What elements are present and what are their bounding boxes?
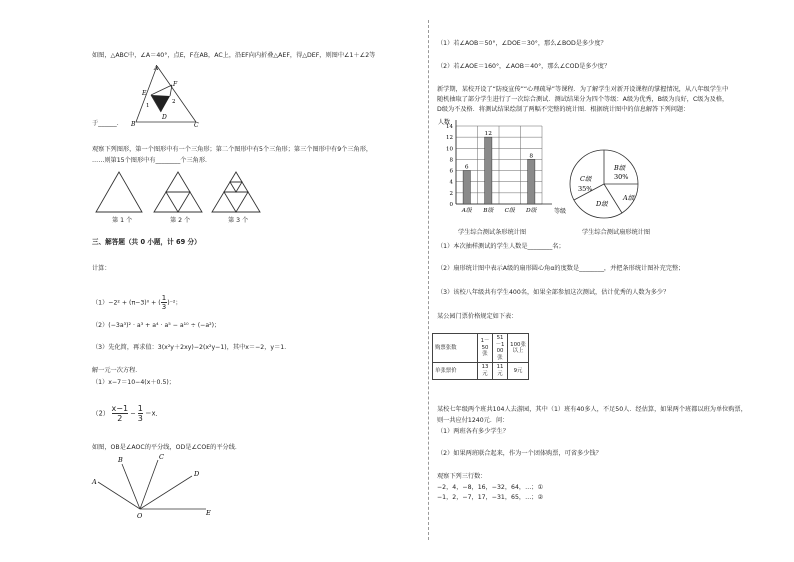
pie-divider-3 [604, 184, 622, 213]
bar-y-tick-label: 12 [446, 135, 453, 142]
figure-caption-2: 第 2 个 [170, 217, 191, 224]
bar-y-tick-label: 10 [446, 146, 453, 153]
fold-triangle-figure [128, 62, 208, 128]
bar-chart [434, 116, 574, 218]
table-cell: 9元 [508, 363, 529, 379]
bar-x-tick-label: D级 [526, 208, 537, 214]
angle-label-o: O [137, 512, 143, 520]
pattern-figure-3 [212, 172, 260, 212]
bar-x-tick-label: C级 [504, 208, 515, 214]
angle-2-label: 2 [172, 99, 176, 105]
fold-question-end: 于______． [92, 120, 123, 127]
calc-title: 计算： [92, 265, 111, 272]
calc-item-1-part-a: （1）−2² + (π−3)⁰ + ( [92, 299, 161, 307]
pie-chart [566, 146, 642, 222]
pie-label-c: C级 [580, 175, 592, 183]
bar-y-tick-label: 2 [449, 190, 453, 197]
angle-label-e: E [206, 509, 211, 517]
bar [485, 137, 492, 204]
pattern-question-line-1: 观察下列图形，第一个图形中有一个三角形；第二个图形中有5个三角形；第三个图形中有9个三角形， [92, 146, 373, 153]
vertex-b-label: B [131, 121, 136, 128]
pie-label-a: A级 [623, 194, 635, 202]
bar [463, 171, 470, 204]
calc-item-3: （3）先化简，再求值：3(x²y＋2xy)−2(x²y−1)，其中x＝−2，y＝1． [92, 344, 291, 351]
figure-caption-1: 第 1 个 [112, 217, 133, 224]
survey-question-line-1: 新学期，某校开设了“防疫宣传”“心理疏导”等课程．为了解学生对新开设课程的掌握情况，从八年级学生中 [437, 86, 729, 93]
bar-chart-caption: 学生综合测试条形统计图 [458, 229, 527, 236]
survey-question-line-2: 随机抽取了部分学生进行了一次综合测试．测试结果分为四个等级：A级为优秀，B级为良好，C级为及格， [437, 96, 729, 103]
table-row [433, 334, 529, 363]
figure-caption-3: 第 3 个 [228, 217, 249, 224]
bar-y-tick-label: 4 [449, 179, 453, 186]
angle-sub-question-1: （1）若∠AOB＝50°，∠DOE＝30°，那么∠BOD是多少度？ [437, 40, 607, 47]
trip-question-line-1: 某校七年级两个班共104人去游园，其中（1）班有40多人，不足50人．经估算，如果两个班都以班为单位购票， [437, 406, 747, 413]
bar-x-tick-label: B级 [483, 208, 494, 214]
bar-y-tick-label: 14 [446, 124, 453, 130]
angle-sub-question-2: （2）若∠AOE＝160°，∠AOB＝40°，那么∠COD是多少度？ [437, 63, 611, 70]
angle-label-c: C [159, 453, 164, 461]
pie-value-b: 30% [614, 173, 629, 181]
pie-chart-caption: 学生综合测试扇形统计图 [582, 229, 651, 236]
pattern-question-line-2: ……则第15个图形中有________个三角形． [92, 157, 212, 164]
equation-title: 解一元一次方程． [92, 367, 142, 374]
equation-2-num2: 1 [137, 404, 143, 413]
bar-data-label: 12 [484, 131, 492, 138]
ray-ob [122, 464, 140, 509]
fold-question: 如图，△ABC中，∠A＝40°，点E，F在AB，AC上，沿EF向内折叠△AEF，得△DEF，则图中∠1＋∠2等 [92, 52, 376, 59]
angle-label-b: B [118, 456, 123, 464]
trip-question-line-2: 则一共应付1240元．问： [437, 417, 509, 424]
survey-sub-question-1: （1）本次抽样测试的学生人数是________名； [437, 243, 565, 250]
bar-y-tick-label: 6 [449, 168, 453, 175]
bar-y-tick-label: 8 [449, 157, 453, 164]
column-divider [428, 20, 429, 540]
calc-item-1-part-b: )⁻²； [167, 299, 182, 307]
angle-label-a: A [92, 478, 97, 486]
fold-flap [151, 95, 170, 112]
bar-data-label: 6 [464, 164, 469, 171]
equation-2-fraction-1 [112, 404, 129, 423]
equation-2-num1: x−1 [111, 404, 129, 413]
vertex-a-label: A [154, 65, 159, 72]
trip-sub-question-2: （2）如果两班联合起来，作为一个团体购票，可省多少钱？ [437, 450, 602, 457]
vertex-d-label: D [162, 114, 167, 121]
angle-1-label: 1 [146, 103, 150, 109]
equation-2 [92, 404, 162, 423]
equation-2-prefix: （2） [92, 409, 110, 418]
section-title: 三、解答题（共 0 小题，计 69 分） [92, 238, 201, 246]
table-cell: 13元 [478, 363, 493, 379]
calc-item-1-num: 1 [161, 294, 167, 302]
bar-y-axis-label: 人数 [438, 119, 451, 126]
table-cell: 1－50张 [478, 334, 493, 363]
calc-item-1-den: 3 [161, 303, 167, 311]
bar-y-tick-label: 0 [449, 202, 453, 208]
survey-question-line-3: D级为不及格．将测试结果绘制了两幅不完整的统计图．根据统计图中的信息解答下列问题： [437, 106, 690, 113]
equation-2-den1: 2 [117, 414, 123, 423]
table-cell: 购票张数 [433, 334, 478, 363]
pattern-figure-2 [154, 172, 202, 212]
park-price-title: 某公园门票价格规定如下表： [437, 313, 518, 320]
triangle-pattern-figures [92, 170, 272, 218]
number-row-1: −2，4，−8，16，−32，64，…；① [437, 484, 544, 491]
ray-oc [140, 460, 158, 509]
pie-value-c: 35% [578, 185, 593, 193]
ticket-price-table [432, 333, 529, 380]
pie-label-d: D级 [596, 200, 608, 208]
bar [528, 159, 535, 204]
survey-sub-question-2: （2）扇形统计图中表示A级的扇形圆心角α的度数是________，并把条形统计图补充完整； [437, 265, 685, 272]
table-row [433, 363, 529, 379]
angle-question: 如图，OB是∠AOC的平分线，OD是∠COE的平分线． [92, 444, 242, 451]
number-row-2: −1，2，−7，17，−31，65，…；② [437, 494, 544, 501]
table-cell: 51－100张 [493, 334, 508, 363]
bar-x-tick-label: A级 [461, 208, 472, 214]
angle-bisector-figure [88, 452, 218, 522]
equation-2-den2: 3 [137, 414, 143, 423]
bar-x-axis-label: 等级 [554, 208, 567, 215]
table-cell: 100张以上 [508, 334, 529, 363]
table-cell: 单张票价 [433, 363, 478, 379]
bar-chart-labels [438, 118, 566, 215]
pie-label-b: B级 [614, 164, 626, 172]
table-cell: 11元 [493, 363, 508, 379]
equation-1: （1）x−7＝10−4(x＋0.5)； [92, 379, 175, 386]
bar-data-label: 8 [529, 153, 534, 160]
ray-od [140, 476, 192, 509]
vertex-e-label: E [142, 90, 147, 97]
pattern-figure-1 [96, 172, 142, 212]
calc-item-2: （2）(−3a³)² · a³ + a⁴ · a⁵ − a¹⁰ ÷ (−a²)； [92, 322, 221, 329]
angle-label-d: D [194, 470, 200, 478]
number-rows-title: 观察下列三行数： [437, 473, 487, 480]
trip-sub-question-1: （1）两班各有多少学生？ [437, 428, 509, 435]
equation-2-fraction-2 [138, 404, 143, 423]
ray-oa [98, 482, 140, 509]
fold-line-ef [151, 85, 172, 95]
vertex-c-label: C [194, 122, 199, 128]
equation-2-suffix: ＝x． [144, 409, 163, 418]
calc-item-1 [92, 294, 182, 311]
vertex-f-label: F [173, 81, 178, 88]
survey-sub-question-3: （3）该校八年级共有学生400名，如果全部参加这次测试，估计优秀的人数为多少？ [437, 289, 670, 296]
equation-2-minus: − [130, 409, 136, 418]
